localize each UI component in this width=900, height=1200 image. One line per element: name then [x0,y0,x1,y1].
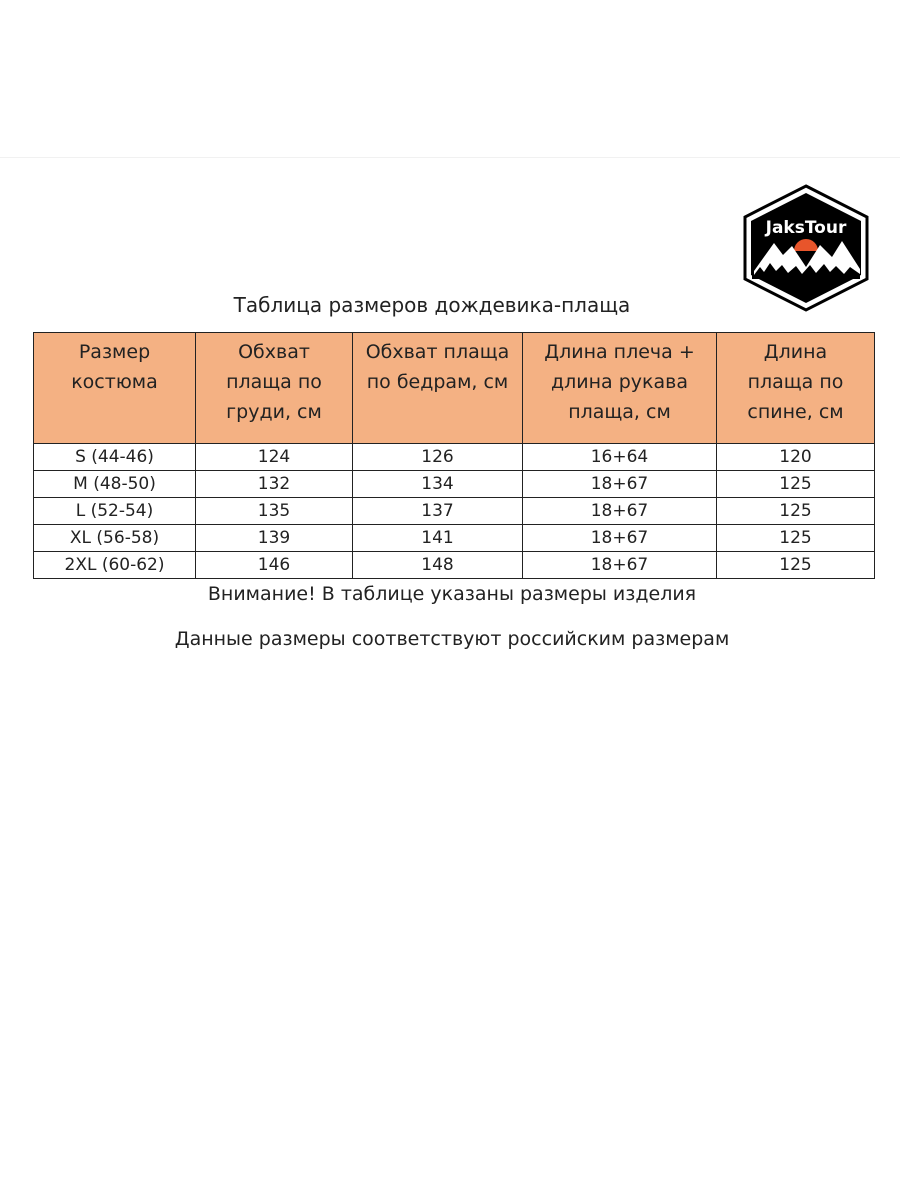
cell-sleeve: 18+67 [523,525,717,552]
cell-hips: 137 [353,498,523,525]
header-back-length: Длина плаща по спине, см [717,333,875,444]
russian-sizes-note: Данные размеры соответствуют российским размерам [174,628,730,650]
top-divider [0,157,900,158]
cell-back-length: 125 [717,471,875,498]
cell-sleeve: 16+64 [523,444,717,471]
logo-brand-text: JaksTour [765,218,847,238]
cell-chest: 132 [196,471,353,498]
cell-sleeve: 18+67 [523,498,717,525]
attention-note: Внимание! В таблице указаны размеры изделия [207,583,697,605]
cell-hips: 148 [353,552,523,579]
cell-size: S (44-46) [34,444,196,471]
header-size: Размер костюма [34,333,196,444]
cell-size: XL (56-58) [34,525,196,552]
table-row [34,471,875,498]
cell-chest: 146 [196,552,353,579]
cell-hips: 141 [353,525,523,552]
table-title: Таблица размеров дождевика-плаща [233,293,631,317]
table-row [34,498,875,525]
header-hips: Обхват плаща по бедрам, см [353,333,523,444]
header-chest: Обхват плаща по груди, см [196,333,353,444]
table-row [34,525,875,552]
cell-back-length: 125 [717,525,875,552]
table-row [34,444,875,471]
cell-chest: 139 [196,525,353,552]
cell-back-length: 120 [717,444,875,471]
cell-size: M (48-50) [34,471,196,498]
cell-chest: 124 [196,444,353,471]
cell-sleeve: 18+67 [523,552,717,579]
cell-hips: 126 [353,444,523,471]
cell-size: L (52-54) [34,498,196,525]
cell-back-length: 125 [717,498,875,525]
table-row [34,552,875,579]
cell-back-length: 125 [717,552,875,579]
header-sleeve: Длина плеча + длина рукава плаща, см [523,333,717,444]
header-row [34,333,875,444]
cell-size: 2XL (60-62) [34,552,196,579]
cell-sleeve: 18+67 [523,471,717,498]
cell-hips: 134 [353,471,523,498]
cell-chest: 135 [196,498,353,525]
size-table [33,332,875,579]
